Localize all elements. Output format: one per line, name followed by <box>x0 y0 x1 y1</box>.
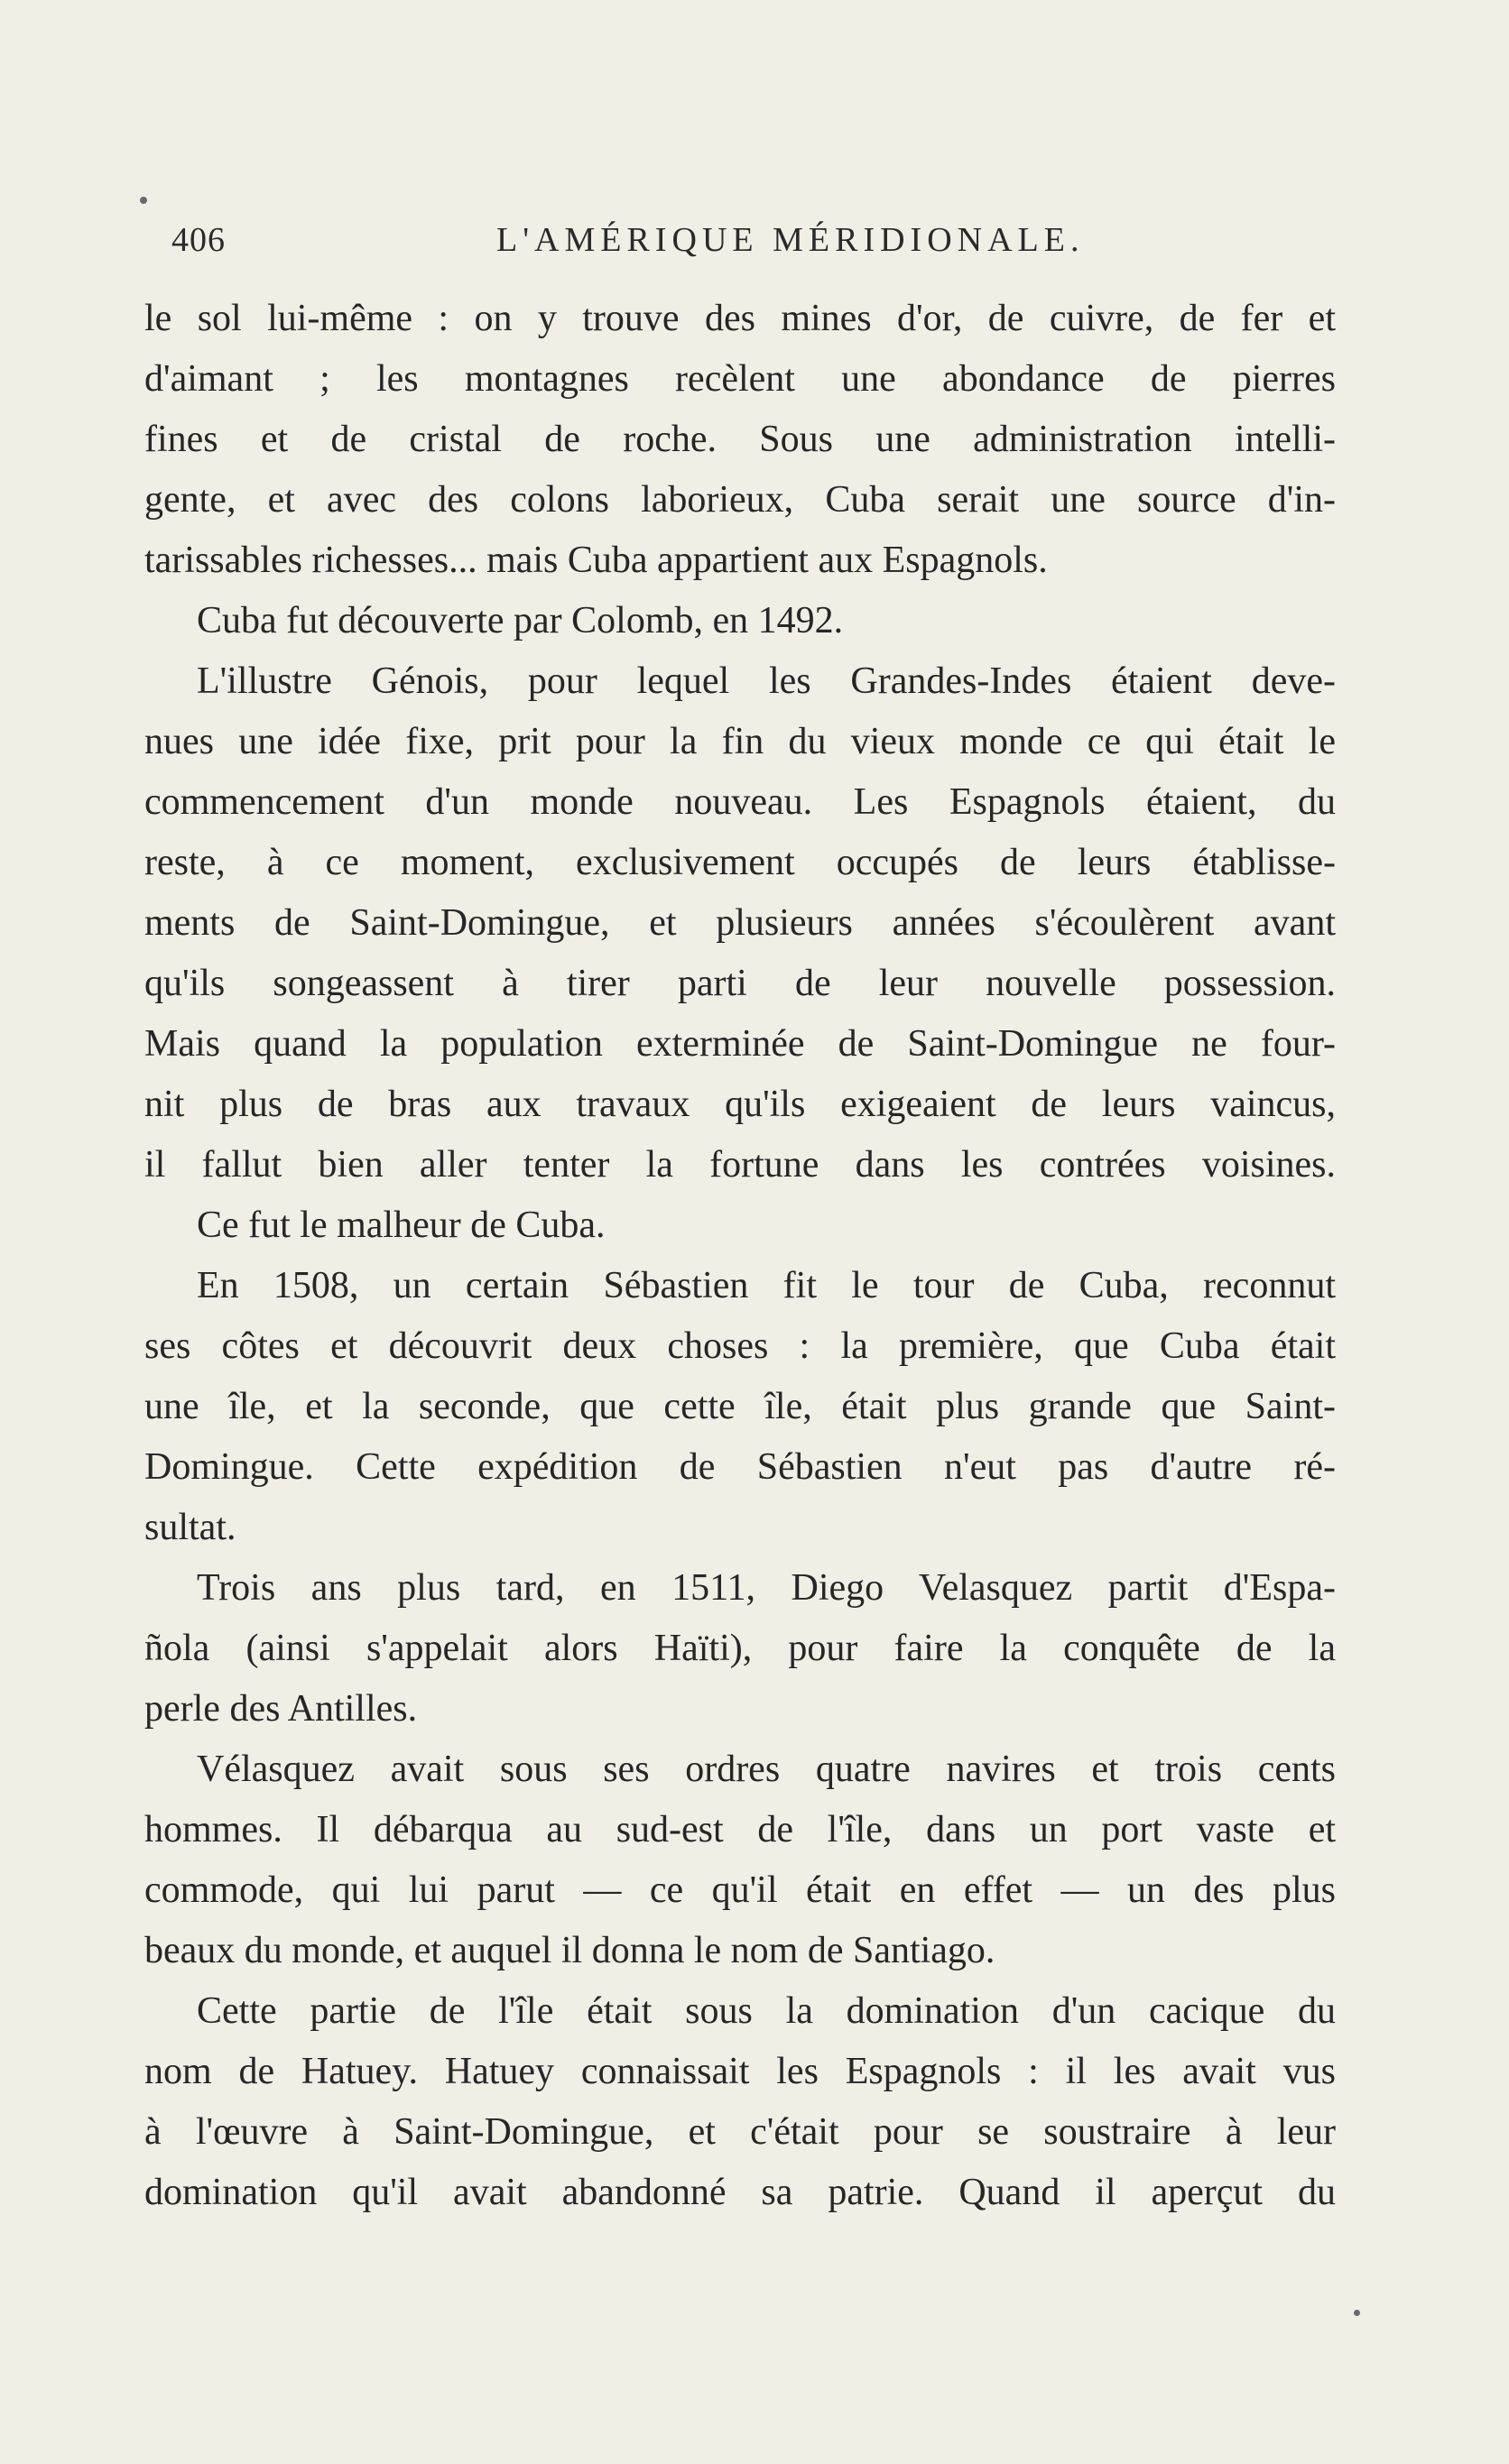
text-line: reste, à ce moment, exclusivement occupés de leurs établisse- <box>144 842 1336 883</box>
ink-speck <box>140 197 147 204</box>
text-line: En 1508, un certain Sébastien fit le tour de Cuba, reconnut <box>197 1265 1336 1306</box>
text-line: ses côtes et découvrit deux choses : la première, que Cuba était <box>144 1325 1336 1367</box>
text-line: ñola (ainsi s'appelait alors Haïti), pour faire la conquête de la <box>144 1628 1336 1669</box>
text-line: Mais quand la population exterminée de Saint-Domingue ne four- <box>144 1023 1336 1065</box>
text-line: d'aimant ; les montagnes recèlent une abondance de pierres <box>144 358 1336 400</box>
text-line: qu'ils songeassent à tirer parti de leur nouvelle possession. <box>144 963 1336 1004</box>
text-line: à l'œuvre à Saint-Domingue, et c'était pour se soustraire à leur <box>144 2111 1336 2153</box>
text-line: fines et de cristal de roche. Sous une administration intelli- <box>144 419 1336 460</box>
page-number: 406 <box>171 221 226 259</box>
ink-speck <box>1354 2310 1360 2316</box>
text-line: gente, et avec des colons laborieux, Cuba serait une source d'in- <box>144 479 1336 521</box>
text-line: nit plus de bras aux travaux qu'ils exigeaient de leurs vaincus, <box>144 1084 1336 1125</box>
text-line: commencement d'un monde nouveau. Les Espagnols étaient, du <box>144 781 1336 823</box>
text-line: ments de Saint-Domingue, et plusieurs années s'écoulèrent avant <box>144 902 1336 944</box>
text-line: nues une idée fixe, prit pour la fin du vieux monde ce qui était le <box>144 721 1336 762</box>
text-line: Cuba fut découverte par Colomb, en 1492. <box>197 600 844 641</box>
text-line: beaux du monde, et auquel il donna le nom de Santiago. <box>144 1930 995 1971</box>
text-line: tarissables richesses... mais Cuba appartient aux Espagnols. <box>144 540 1048 581</box>
text-line: domination qu'il avait abandonné sa patrie. Quand il aperçut du <box>144 2172 1336 2213</box>
text-line: une île, et la seconde, que cette île, était plus grande que Saint- <box>144 1386 1336 1427</box>
text-line: L'illustre Génois, pour lequel les Grandes-Indes étaient deve- <box>197 660 1336 702</box>
text-line: sultat. <box>144 1507 236 1548</box>
text-line: hommes. Il débarqua au sud-est de l'île, dans un port vaste et <box>144 1809 1336 1850</box>
text-line: perle des Antilles. <box>144 1688 418 1730</box>
text-line: commode, qui lui parut — ce qu'il était en effet — un des plus <box>144 1869 1336 1911</box>
text-line: Cette partie de l'île était sous la domination d'un cacique du <box>197 1990 1336 2032</box>
text-line: le sol lui-même : on y trouve des mines d'or, de cuivre, de fer et <box>144 298 1336 339</box>
page-header <box>171 220 1345 274</box>
running-title: L'AMÉRIQUE MÉRIDIONALE. <box>496 221 1085 259</box>
text-line: Trois ans plus tard, en 1511, Diego Velasquez partit d'Espa- <box>197 1567 1336 1609</box>
text-line: Vélasquez avait sous ses ordres quatre navires et trois cents <box>197 1749 1336 1790</box>
text-line: nom de Hatuey. Hatuey connaissait les Espagnols : il les avait vus <box>144 2051 1336 2092</box>
text-line: il fallut bien aller tenter la fortune dans les contrées voisines. <box>144 1144 1336 1186</box>
text-line: Domingue. Cette expédition de Sébastien n'eut pas d'autre ré- <box>144 1446 1336 1488</box>
text-line: Ce fut le malheur de Cuba. <box>197 1204 606 1246</box>
body-text <box>144 289 1336 2223</box>
